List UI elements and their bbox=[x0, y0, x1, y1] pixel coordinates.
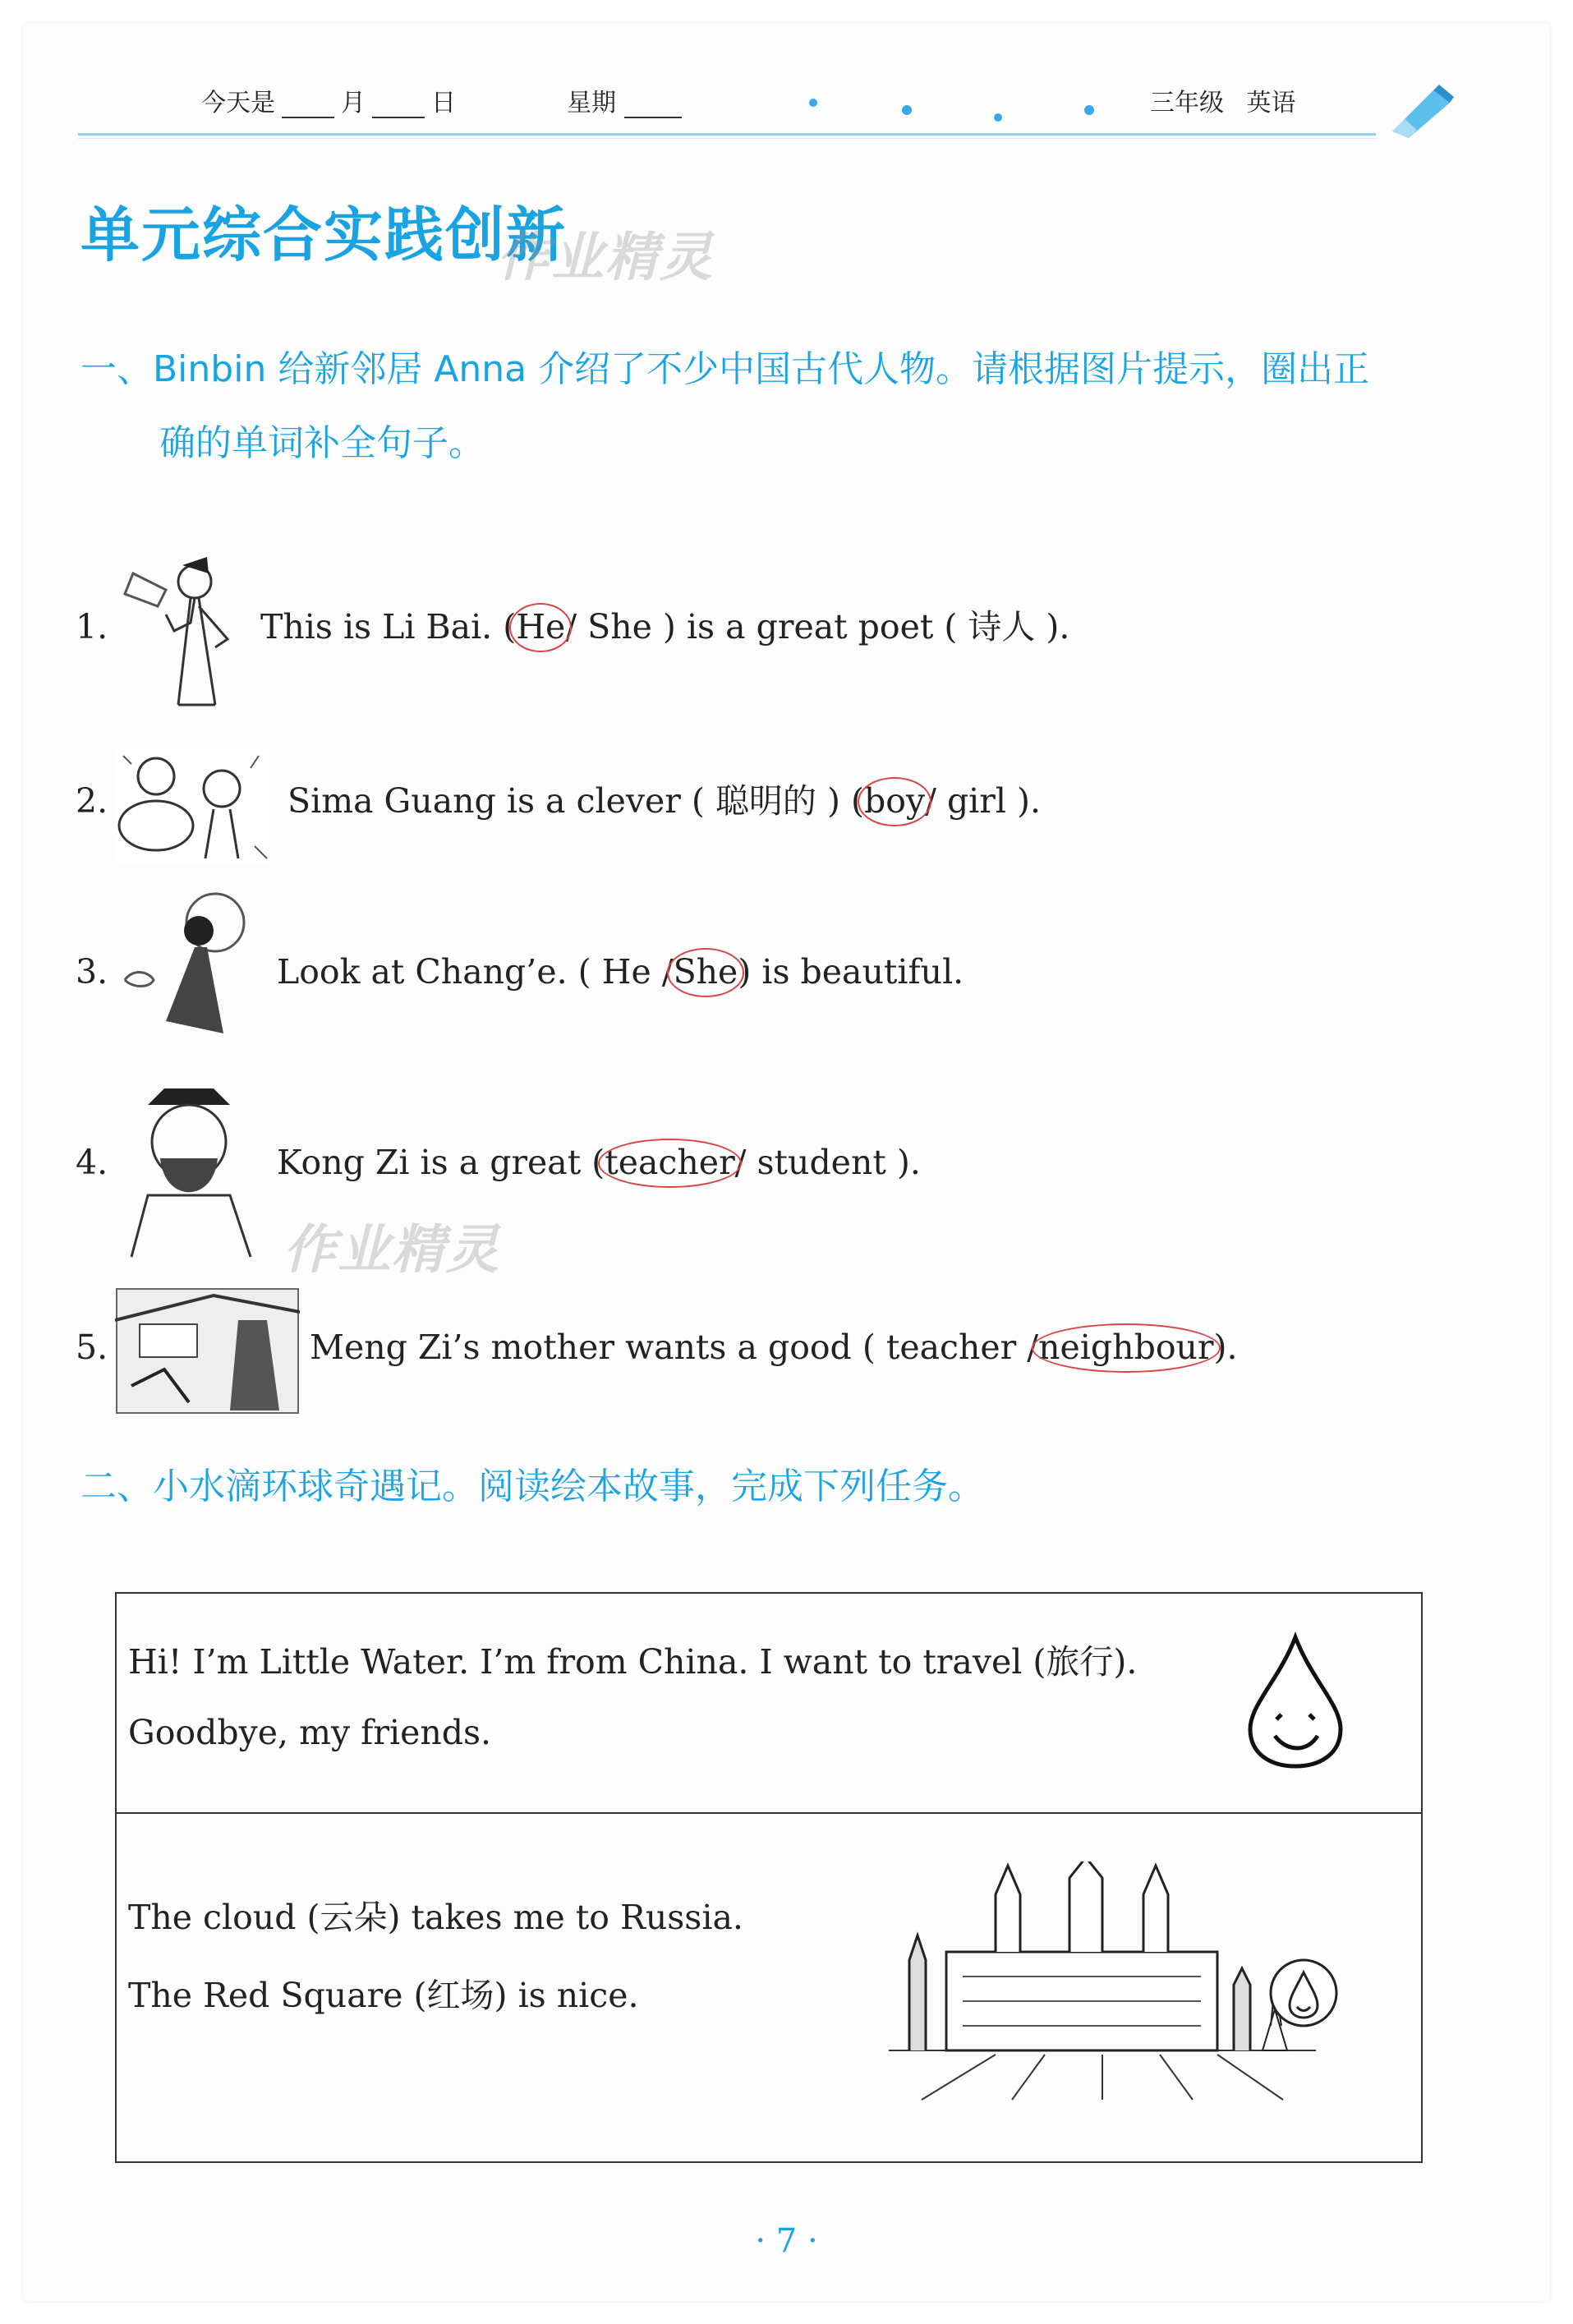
day-blank[interactable] bbox=[372, 95, 425, 118]
circled-answer[interactable]: teacher bbox=[605, 1143, 735, 1182]
question-text-rest: / student ). bbox=[734, 1143, 921, 1182]
decor-dot bbox=[809, 99, 817, 107]
unit-title: 单元综合实践创新 bbox=[80, 200, 568, 269]
circled-answer[interactable]: neighbour bbox=[1038, 1328, 1214, 1367]
month-label: 月 bbox=[341, 89, 366, 117]
circled-answer[interactable]: boy bbox=[864, 781, 926, 821]
question-text-rest: / girl ). bbox=[925, 781, 1042, 821]
question-number: 3. bbox=[76, 952, 108, 992]
header-weekday bbox=[567, 82, 682, 118]
question-text: Look at Chang’e. ( He / bbox=[277, 952, 674, 992]
circled-answer[interactable]: She bbox=[673, 952, 738, 992]
question-number: 4. bbox=[76, 1143, 108, 1182]
red-square-image bbox=[889, 1862, 1316, 2108]
story-text: The Red Square (红场) is nice. bbox=[128, 1976, 639, 2015]
question-number: 2. bbox=[76, 781, 108, 821]
header-rule bbox=[78, 133, 1376, 136]
story-text: Hi! I’m Little Water. I’m from China. I want to travel (旅行). bbox=[128, 1642, 1138, 1682]
question-number: 1. bbox=[76, 607, 108, 647]
question-text-rest: / She ) is a great poet ( 诗人 ). bbox=[565, 607, 1070, 647]
question-number: 5. bbox=[76, 1328, 108, 1367]
story-row-1 bbox=[117, 1594, 1421, 1814]
decor-dot bbox=[1084, 105, 1094, 115]
subject-label: 英语 bbox=[1246, 89, 1296, 117]
date-label: 今天是 bbox=[201, 89, 275, 117]
watermark: 作业精灵 bbox=[497, 228, 714, 288]
decor-dot bbox=[994, 113, 1002, 122]
question-text-rest: ) is beautiful. bbox=[738, 952, 964, 992]
grade-label: 三年级 bbox=[1150, 89, 1224, 117]
weekday-blank[interactable] bbox=[624, 95, 682, 118]
section-2-instructions: 二、小水滴环球奇遇记。阅读绘本故事，完成下列任务。 bbox=[80, 1466, 984, 1507]
water-drop-icon bbox=[1242, 1631, 1349, 1770]
watermark: 作业精灵 bbox=[283, 1220, 500, 1281]
sima-guang-image bbox=[115, 748, 271, 867]
decor-dot bbox=[902, 105, 912, 115]
li-bai-image bbox=[117, 549, 248, 713]
header-grade bbox=[1150, 82, 1296, 118]
header-date bbox=[201, 82, 456, 118]
story-text: The cloud (云朵) takes me to Russia. bbox=[128, 1898, 743, 1937]
question-text: This is Li Bai. ( bbox=[260, 607, 517, 647]
day-label: 日 bbox=[431, 89, 456, 117]
section-1-line-2: 确的单词补全句子。 bbox=[159, 422, 485, 464]
month-blank[interactable] bbox=[282, 95, 334, 118]
story-row-2 bbox=[117, 1812, 1421, 2161]
circled-answer[interactable]: He bbox=[516, 607, 566, 647]
question-text: Kong Zi is a great ( bbox=[277, 1143, 605, 1182]
section-1-line-1: 一、Binbin 给新邻居 Anna 介绍了不少中国古代人物。请根据图片提示，圈出正 bbox=[80, 348, 1370, 390]
change-image bbox=[117, 890, 264, 1046]
story-table bbox=[115, 1592, 1423, 2163]
section-1-instructions bbox=[80, 333, 1477, 481]
question-text: Meng Zi’s mother wants a good ( teacher / bbox=[310, 1328, 1039, 1367]
question-text-rest: ). bbox=[1213, 1328, 1238, 1367]
meng-zi-mother-image bbox=[115, 1287, 300, 1415]
water-drop-badge-icon bbox=[1267, 1956, 1341, 2030]
story-text: Goodbye, my friends. bbox=[128, 1713, 492, 1752]
weekday-label: 星期 bbox=[567, 89, 616, 117]
header-rule-thin bbox=[78, 138, 1376, 139]
kong-zi-image bbox=[115, 1080, 263, 1261]
question-text: Sima Guang is a clever ( 聪明的 ) ( bbox=[287, 781, 864, 821]
page-number: · 7 · bbox=[755, 2222, 818, 2260]
pen-icon bbox=[1388, 82, 1454, 140]
